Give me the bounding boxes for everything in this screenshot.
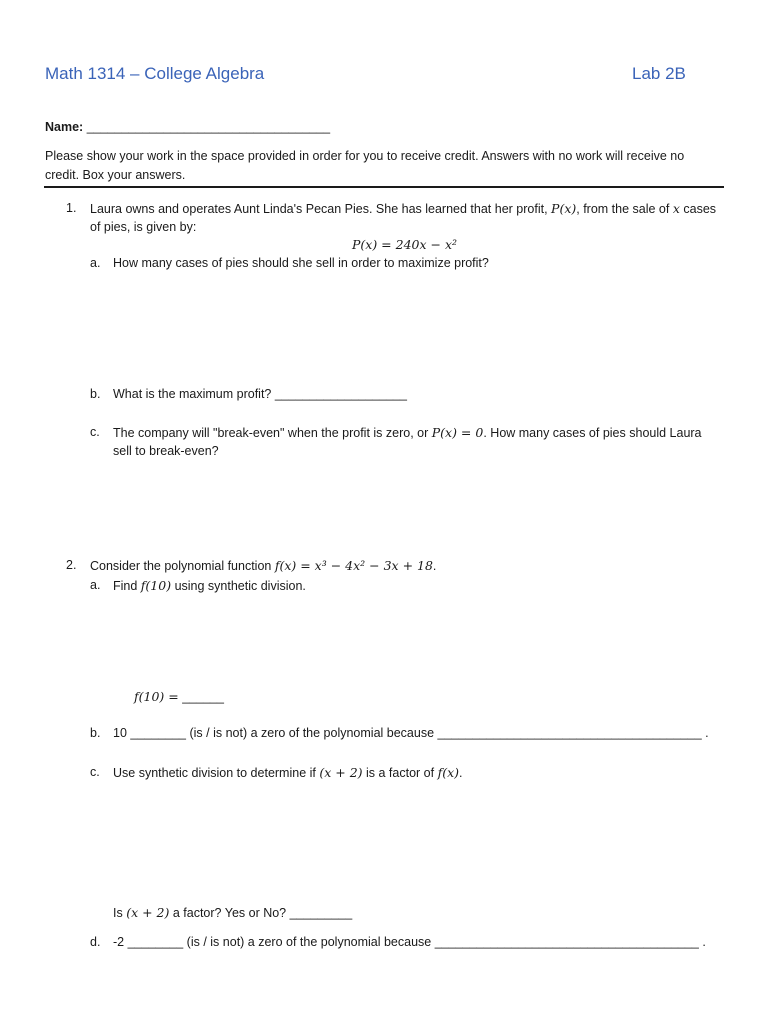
header-divider bbox=[44, 186, 724, 188]
lab-title: Lab 2B bbox=[632, 64, 686, 83]
q1c-line-1 bbox=[113, 423, 702, 443]
q2c-text bbox=[113, 763, 462, 783]
q2-intro-period: . bbox=[432, 559, 437, 573]
q2-polynomial: f(x) = x³ − 4x² − 3x + 18 bbox=[274, 558, 433, 573]
q1a-text: How many cases of pies should she sell in order to maximize profit? bbox=[113, 256, 489, 270]
q2-intro-text: Consider the polynomial function bbox=[90, 559, 275, 573]
q2a-letter: a. bbox=[90, 578, 101, 592]
name-label: Name: bbox=[45, 120, 84, 134]
q1c-text-2: . How many cases of pies should Laura bbox=[483, 426, 702, 440]
q2-intro bbox=[90, 556, 436, 576]
q2b-letter: b. bbox=[90, 726, 101, 740]
q2a-math: f(10) bbox=[140, 578, 172, 593]
q2c-text-2: is a factor of bbox=[362, 766, 438, 780]
q1c-text: The company will "break-even" when the profit is zero, or bbox=[113, 426, 432, 440]
q2a-answer-math: f(10) = bbox=[134, 689, 179, 704]
q2a-answer-line bbox=[134, 687, 224, 707]
q2c-math-2: f(x) bbox=[437, 765, 459, 780]
q2c-math-1: (x + 2) bbox=[319, 765, 363, 780]
instructions-line-2: credit. Box your answers. bbox=[45, 168, 186, 182]
q1b-letter: b. bbox=[90, 387, 101, 401]
q1-intro-text-3: cases bbox=[679, 202, 717, 216]
name-line bbox=[45, 118, 330, 137]
q2a-text-1: Find bbox=[113, 579, 141, 593]
q2c-followup bbox=[113, 903, 352, 923]
name-blank: ___________________________________ bbox=[86, 120, 331, 134]
q2d-text: -2 ________ (is / is not) a zero of the polynomial because ______________________________________ . bbox=[113, 935, 706, 949]
q2-number: 2. bbox=[66, 558, 77, 572]
course-title: Math 1314 – College Algebra bbox=[45, 64, 265, 83]
q2c-text-3: . bbox=[459, 766, 463, 780]
q1-profit-formula: P(x) = 240x − x² bbox=[352, 237, 458, 252]
q1-number: 1. bbox=[66, 201, 77, 215]
q2b-text: 10 ________ (is / is not) a zero of the polynomial because ______________________________________ . bbox=[113, 726, 709, 740]
q2c-followup-text-2: a factor? Yes or No? _________ bbox=[169, 906, 353, 920]
q2a-text bbox=[113, 576, 306, 596]
q1-intro-math-x: x bbox=[672, 201, 680, 216]
q1b-text: What is the maximum profit? ___________________ bbox=[113, 387, 407, 401]
q2c-text-1: Use synthetic division to determine if bbox=[113, 766, 320, 780]
q2a-answer-blank: ______ bbox=[178, 690, 224, 704]
q1c-line-2: sell to break-even? bbox=[113, 444, 219, 458]
instructions-line-1: Please show your work in the space provided in order for you to receive credit. Answers with no work will receive no bbox=[45, 149, 685, 163]
q1-intro-text: Laura owns and operates Aunt Linda's Pecan Pies. She has learned that her profit, bbox=[90, 202, 552, 216]
q1-intro-line-2: of pies, is given by: bbox=[90, 220, 197, 234]
q1c-letter: c. bbox=[90, 425, 100, 439]
q2d-letter: d. bbox=[90, 935, 101, 949]
q2c-letter: c. bbox=[90, 765, 100, 779]
q1-intro-line-1 bbox=[90, 199, 716, 219]
q2c-followup-math: (x + 2) bbox=[126, 905, 170, 920]
q1a-letter: a. bbox=[90, 256, 101, 270]
q1-intro-text-2: , from the sale of bbox=[576, 202, 673, 216]
q1-intro-math-p: P(x) bbox=[551, 201, 577, 216]
q1c-math: P(x) = 0 bbox=[431, 425, 484, 440]
q2c-followup-text-1: Is bbox=[113, 906, 127, 920]
q2a-text-2: using synthetic division. bbox=[171, 579, 306, 593]
